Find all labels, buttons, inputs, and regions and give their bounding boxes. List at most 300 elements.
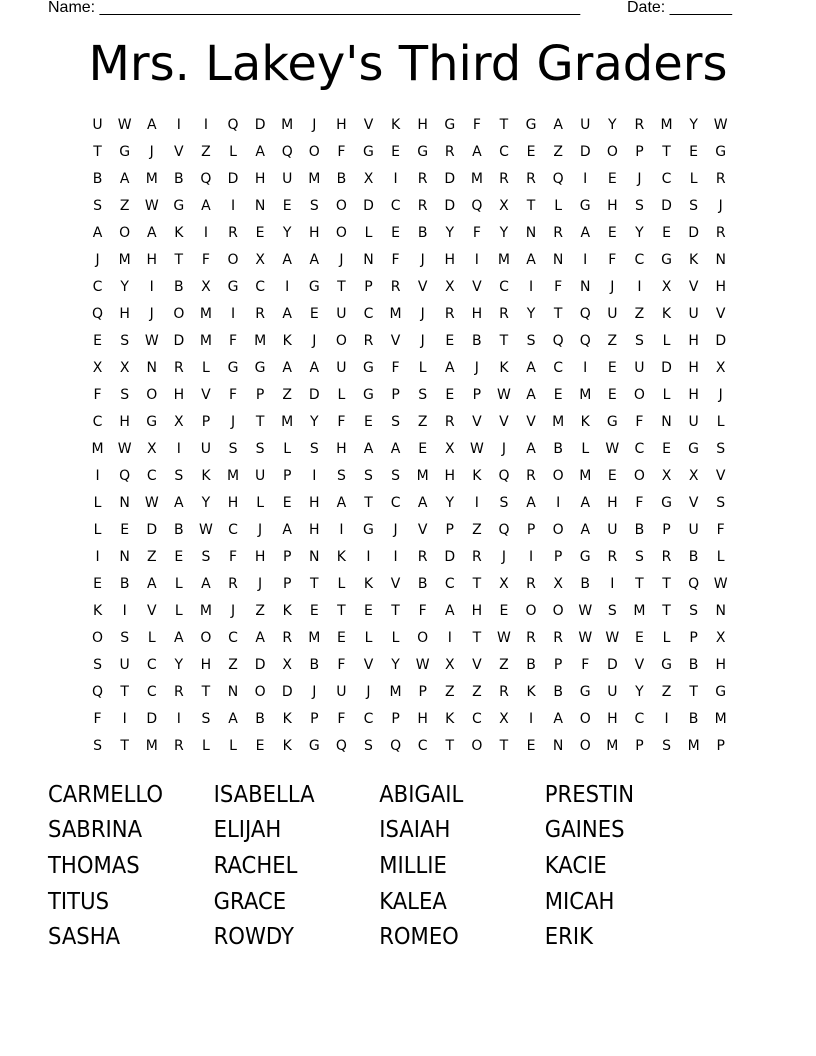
grid-letter: H [688,387,699,403]
grid-letter: P [526,522,536,538]
grid-letter: F [581,657,590,673]
grid-letter: I [556,495,561,511]
grid-letter: A [146,225,157,241]
grid-letter: Q [498,468,510,484]
grid-letter: Z [119,198,130,214]
grid-letter: H [444,252,456,268]
grid-letter: D [173,333,185,349]
grid-letter: C [499,279,509,295]
grid-letter: B [580,576,591,592]
grid-letter: I [149,279,154,295]
grid-letter: Y [310,414,319,430]
grid-letter: C [553,360,564,376]
grid-letter: O [254,684,266,700]
grid-letter: T [255,414,265,430]
grid-letter: G [606,414,618,430]
grid-letter: L [337,576,346,592]
grid-letter: E [93,576,102,592]
grid-letter: D [254,657,266,673]
grid-letter: P [282,576,292,592]
grid-row [84,625,744,652]
grid-letter: C [444,576,455,592]
grid-row [84,166,744,193]
grid-letter: C [92,414,103,430]
grid-letter: J [312,333,317,349]
grid-letter: N [661,414,672,430]
grid-letter: L [256,495,265,511]
grid-letter: X [661,279,672,295]
grid-letter: C [634,441,645,457]
grid-letter: V [499,414,509,430]
grid-letter: E [445,387,455,403]
word-bank-item: KACIE [544,852,607,879]
grid-letter: R [228,576,238,592]
grid-letter: C [634,252,645,268]
grid-letter: S [201,711,211,727]
grid-letter: M [687,738,700,754]
grid-letter: O [552,522,564,538]
grid-letter: X [499,576,509,592]
grid-letter: R [526,171,536,187]
grid-letter: A [336,495,347,511]
grid-letter: G [525,117,537,133]
grid-letter: J [258,576,263,592]
grid-letter: J [95,252,100,268]
grid-letter: Q [579,333,591,349]
grid-letter: J [474,360,479,376]
grid-letter: U [634,360,645,376]
grid-letter: W [117,441,132,457]
grid-letter: C [363,306,374,322]
word-bank-item: ROWDY [213,924,294,951]
grid-letter: L [716,414,725,430]
grid-letter: P [418,684,427,700]
grid-letter: R [499,684,509,700]
grid-letter: L [174,576,183,592]
grid-letter: H [309,495,320,511]
grid-letter: E [607,387,617,403]
grid-letter: I [528,549,534,565]
grid-letter: W [469,441,484,457]
grid-letter: X [499,198,509,214]
grid-letter: P [635,738,644,754]
grid-letter: S [526,333,536,349]
grid-letter: M [660,117,673,133]
grid-letter: E [445,333,455,349]
grid-letter: F [337,657,346,673]
grid-letter: K [174,225,184,241]
grid-letter: R [173,684,184,700]
grid-letter: T [93,144,102,160]
grid-letter: V [390,576,401,592]
grid-letter: P [201,414,211,430]
grid-letter: D [227,171,239,187]
grid-letter: Y [689,117,698,133]
grid-letter: Z [634,306,645,322]
grid-letter: L [283,441,292,457]
grid-letter: T [120,684,129,700]
grid-letter: H [688,360,699,376]
grid-letter: B [92,171,103,187]
grid-letter: K [580,414,590,430]
grid-letter: N [119,549,130,565]
grid-letter: H [715,657,726,673]
grid-letter: D [579,144,591,160]
grid-letter: A [553,711,563,727]
grid-letter: J [393,522,398,538]
grid-letter: W [497,387,511,403]
grid-row [84,274,744,301]
grid-letter: A [92,225,103,241]
grid-letter: V [472,279,482,295]
grid-letter: E [309,306,319,322]
grid-letter: E [255,738,265,754]
grid-letter: O [335,225,347,241]
grid-letter: O [200,630,212,646]
grid-letter: C [661,171,672,187]
grid-letter: Q [227,117,239,133]
grid-letter: D [146,711,158,727]
grid-letter: F [228,333,238,349]
grid-letter: C [92,279,103,295]
grid-letter: H [607,495,618,511]
grid-letter: A [526,252,536,268]
grid-letter: U [92,117,103,133]
grid-letter: T [662,603,671,619]
grid-letter: F [472,225,481,241]
grid-letter: R [173,360,184,376]
grid-letter: I [176,117,181,133]
grid-letter: P [635,144,644,160]
grid-letter: C [228,630,238,646]
grid-letter: A [282,252,292,268]
grid-letter: V [363,117,374,133]
grid-letter: A [417,495,428,511]
grid-letter: L [147,630,156,646]
grid-letter: H [417,711,428,727]
grid-letter: G [363,522,374,538]
grid-letter: B [336,171,347,187]
grid-letter: S [93,738,102,754]
grid-letter: T [201,684,211,700]
word-bank-item: ISABELLA [213,781,315,808]
grid-letter: X [444,279,455,295]
grid-letter: N [552,252,564,268]
grid-row [84,436,744,463]
grid-letter: A [580,225,591,241]
grid-letter: J [501,441,507,457]
grid-letter: A [309,252,320,268]
grid-letter: M [199,603,212,619]
grid-letter: Q [92,306,104,322]
grid-row [84,193,744,220]
grid-letter: R [417,198,428,214]
grid-letter: H [336,441,347,457]
grid-letter: I [339,522,344,538]
grid-letter: H [200,657,212,673]
grid-letter: P [282,549,292,565]
grid-letter: M [199,306,212,322]
grid-letter: Z [146,549,157,565]
grid-letter: E [309,603,319,619]
grid-letter: M [199,333,212,349]
grid-letter: D [254,117,266,133]
grid-letter: V [146,603,157,619]
grid-letter: P [391,711,400,727]
grid-letter: O [335,333,347,349]
grid-letter: B [688,549,699,565]
grid-letter: E [364,414,373,430]
grid-letter: J [420,333,425,349]
grid-row [84,328,744,355]
grid-letter: M [552,414,565,430]
grid-letter: U [607,306,618,322]
grid-letter: T [472,630,482,646]
grid-letter: I [664,711,669,727]
grid-letter: P [282,468,292,484]
grid-letter: X [282,657,292,673]
grid-letter: W [497,630,511,646]
grid-letter: L [93,522,102,538]
grid-letter: T [499,738,509,754]
grid-letter: S [716,441,726,457]
grid-letter: R [471,549,482,565]
grid-letter: V [174,144,184,160]
grid-letter: G [579,198,591,214]
grid-letter: Z [282,387,292,403]
grid-letter: A [526,495,536,511]
grid-letter: S [634,198,644,214]
grid-letter: R [526,630,536,646]
grid-letter: I [393,171,398,187]
word-bank-item: CARMELLO [48,781,164,808]
grid-letter: T [310,576,319,592]
grid-letter: H [146,252,157,268]
grid-letter: X [553,576,563,592]
grid-letter: K [201,468,211,484]
grid-letter: S [120,387,130,403]
grid-letter: G [308,738,320,754]
grid-letter: Q [92,684,104,700]
grid-letter: Q [281,144,293,160]
grid-letter: E [391,225,400,241]
grid-letter: F [228,549,238,565]
grid-letter: N [552,738,564,754]
grid-letter: L [174,603,183,619]
grid-letter: E [282,495,292,511]
grid-letter: A [174,630,184,646]
grid-letter: X [715,360,726,376]
grid-letter: G [579,549,591,565]
grid-letter: N [715,603,726,619]
grid-letter: R [607,549,618,565]
grid-letter: G [363,144,374,160]
grid-letter: U [200,441,212,457]
grid-row [84,517,744,544]
grid-letter: F [337,414,346,430]
grid-letter: X [444,441,455,457]
grid-letter: F [337,144,346,160]
grid-letter: J [149,144,154,160]
grid-letter: X [499,711,509,727]
grid-letter: O [606,144,618,160]
grid-letter: O [92,630,104,646]
grid-letter: Q [579,306,591,322]
grid-letter: S [499,495,509,511]
grid-letter: G [308,279,320,295]
grid-letter: F [635,414,644,430]
grid-letter: U [119,657,130,673]
grid-letter: E [93,333,102,349]
grid-letter: H [471,306,483,322]
grid-letter: V [417,522,428,538]
grid-letter: Y [635,684,644,700]
grid-letter: Y [445,495,455,511]
name-field: Name: ______________________________________________________ [48,0,581,16]
grid-letter: G [661,252,672,268]
grid-letter: H [336,117,347,133]
grid-letter: P [445,522,454,538]
date-field: Date: _______ [627,0,732,16]
grid-letter: W [144,198,159,214]
grid-letter: R [526,468,536,484]
grid-letter: E [553,387,563,403]
grid-letter: S [607,603,617,619]
grid-letter: M [416,468,429,484]
grid-letter: C [255,279,265,295]
grid-letter: D [444,198,456,214]
grid-letter: G [444,117,456,133]
grid-letter: E [336,630,346,646]
grid-letter: A [390,441,401,457]
grid-letter: S [418,387,428,403]
grid-letter: P [553,657,563,673]
grid-letter: S [120,630,130,646]
header-row [0,0,816,20]
grid-letter: G [146,414,158,430]
grid-letter: G [661,657,672,673]
grid-letter: R [444,414,455,430]
grid-letter: L [662,630,671,646]
grid-letter: G [173,198,185,214]
grid-letter: V [201,387,211,403]
word-bank-item: SABRINA [48,817,143,844]
grid-letter: X [444,657,455,673]
word-bank-item: RACHEL [213,852,298,879]
grid-letter: A [444,603,455,619]
grid-letter: Q [200,171,212,187]
grid-letter: T [120,738,129,754]
grid-letter: Z [553,144,563,160]
grid-letter: U [336,360,347,376]
grid-letter: V [715,468,726,484]
word-bank-item: SASHA [48,924,121,951]
grid-letter: I [528,279,534,295]
grid-letter: N [146,360,157,376]
grid-letter: P [364,279,373,295]
grid-letter: B [119,576,130,592]
grid-letter: Y [526,306,536,322]
grid-letter: N [254,198,266,214]
grid-letter: L [662,333,671,349]
grid-letter: H [417,117,428,133]
grid-letter: Z [499,657,509,673]
grid-letter: Y [608,117,617,133]
grid-row [84,409,744,436]
grid-letter: F [337,711,346,727]
grid-letter: T [526,198,536,214]
grid-letter: R [661,549,672,565]
grid-letter: B [688,657,699,673]
grid-letter: A [309,360,320,376]
grid-letter: S [120,333,130,349]
grid-letter: F [472,117,481,133]
grid-letter: F [635,495,644,511]
grid-letter: V [472,414,482,430]
grid-letter: A [228,711,238,727]
grid-letter: B [417,225,428,241]
grid-letter: M [633,603,646,619]
grid-letter: U [607,522,618,538]
grid-letter: B [526,657,536,673]
grid-letter: V [363,657,374,673]
grid-letter: R [255,306,265,322]
grid-letter: B [553,684,563,700]
grid-letter: H [444,468,456,484]
grid-letter: T [364,495,373,511]
grid-letter: S [93,657,102,673]
grid-letter: T [662,576,671,592]
grid-letter: H [607,711,618,727]
word-bank-item: GRACE [213,888,287,915]
grid-letter: W [117,117,132,133]
grid-letter: R [553,225,563,241]
grid-letter: A [282,360,292,376]
grid-letter: A [201,576,211,592]
grid-letter: E [255,225,265,241]
grid-letter: D [444,171,456,187]
grid-letter: E [607,468,617,484]
grid-letter: R [499,171,509,187]
word-bank-item: ROMEO [379,924,459,951]
grid-letter: W [605,441,620,457]
grid-letter: N [525,225,537,241]
grid-letter: O [471,738,483,754]
grid-letter: M [308,630,321,646]
grid-letter: G [227,360,239,376]
grid-letter: X [363,171,374,187]
grid-letter: B [417,576,428,592]
grid-row [84,112,744,139]
grid-letter: M [606,738,619,754]
grid-letter: K [363,576,374,592]
grid-letter: S [689,198,699,214]
grid-letter: F [228,387,238,403]
grid-letter: K [390,117,401,133]
grid-letter: D [444,549,456,565]
grid-letter: A [146,117,157,133]
grid-letter: Z [417,414,428,430]
grid-letter: W [605,630,620,646]
grid-row [84,301,744,328]
grid-letter: M [497,252,510,268]
grid-letter: C [146,684,157,700]
grid-letter: T [337,279,346,295]
grid-letter: C [417,738,428,754]
grid-letter: B [255,711,265,727]
grid-letter: M [389,684,402,700]
grid-letter: R [417,549,428,565]
